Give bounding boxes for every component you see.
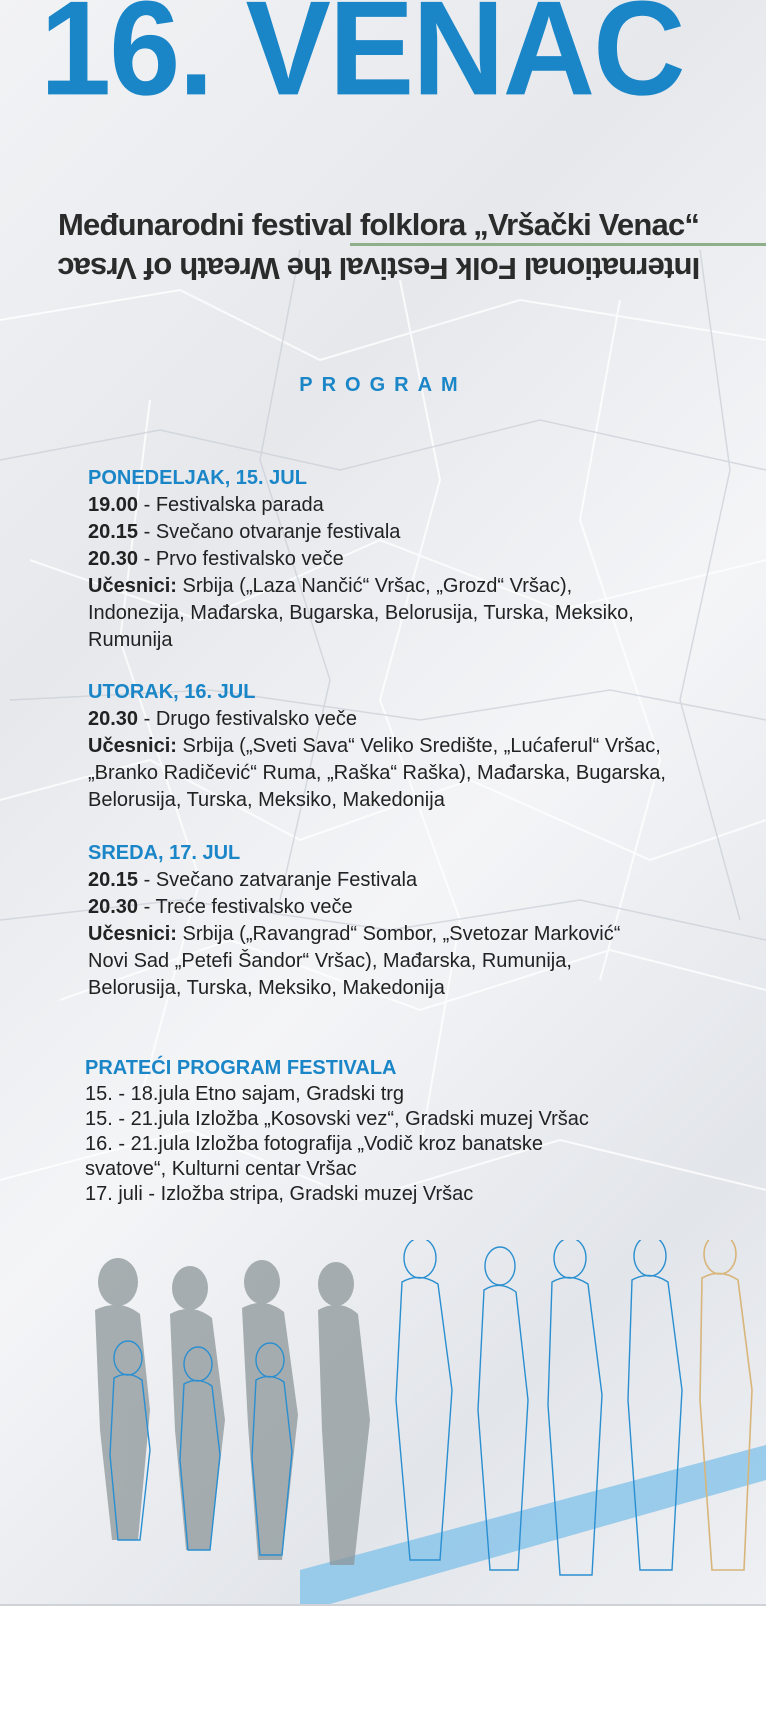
side-program-line: 16. - 21.jula Izložba fotografija „Vodič kroz banatske xyxy=(85,1133,544,1155)
subtitle-divider xyxy=(350,243,766,246)
side-program-line: 15. - 18.jula Etno sajam, Gradski trg xyxy=(85,1083,405,1105)
schedule-line: 20.30 - Treće festivalsko veče xyxy=(88,896,353,918)
folk-dancers-illustration xyxy=(0,1240,766,1604)
subtitle-english-mirrored: International Folk Festival the Wreath of Vrsac xyxy=(58,251,701,286)
side-program-line: svatove“, Kulturni centar Vršac xyxy=(85,1158,357,1180)
schedule-line: 20.15 - Svečano otvaranje festivala xyxy=(88,521,401,543)
schedule-line: 20.30 - Prvo festivalsko veče xyxy=(88,548,344,570)
side-program-block xyxy=(85,1055,745,1207)
gold-line-dancers xyxy=(700,1240,752,1570)
participants-line: „Branko Radičević“ Ruma, „Raška“ Raška), Mađarska, Bugarska, xyxy=(88,762,666,784)
subtitle-serbian: Međunarodni festival folklora „Vršački Venac“ xyxy=(58,207,700,242)
schedule-line: 19.00 - Festivalska parada xyxy=(88,494,324,516)
participants-line: Učesnici: Srbija („Sveti Sava“ Veliko Središte, „Lućaferul“ Vršac, xyxy=(88,735,661,757)
participants-line: Belorusija, Turska, Meksiko, Makedonija xyxy=(88,977,445,999)
participants-line: Učesnici: Srbija („Laza Nančić“ Vršac, „Grozd“ Vršac), xyxy=(88,575,573,597)
blue-stripe xyxy=(300,1445,766,1604)
day-block-monday xyxy=(88,465,748,654)
participants-line: Belorusija, Turska, Meksiko, Makedonija xyxy=(88,789,445,811)
program-heading: PROGRAM xyxy=(299,374,467,396)
day-block-wednesday xyxy=(88,840,748,1002)
participants-line: Rumunija xyxy=(88,629,173,651)
schedule-line: 20.30 - Drugo festivalsko veče xyxy=(88,708,358,730)
grey-dancers xyxy=(95,1258,370,1565)
day-title: UTORAK, 16. JUL xyxy=(88,681,256,703)
schedule-line: 20.15 - Svečano zatvaranje Festivala xyxy=(88,869,418,891)
participants-line: Novi Sad „Petefi Šandor“ Vršac), Mađarska, Rumunija, xyxy=(88,950,572,972)
participants-line: Indonezija, Mađarska, Bugarska, Belorusija, Turska, Meksiko, xyxy=(88,602,634,624)
participants-line: Učesnici: Srbija („Ravangrad“ Sombor, „Svetozar Marković“ xyxy=(88,923,621,945)
page-edge-rule xyxy=(0,1604,766,1606)
day-title: SREDA, 17. JUL xyxy=(88,842,241,864)
day-block-tuesday xyxy=(88,679,748,814)
side-program-title: PRATEĆI PROGRAM FESTIVALA xyxy=(85,1057,397,1079)
day-title: PONEDELJAK, 15. JUL xyxy=(88,467,307,489)
side-program-line: 17. juli - Izložba stripa, Gradski muzej Vršac xyxy=(85,1183,474,1205)
side-program-line: 15. - 21.jula Izložba „Kosovski vez“, Gradski muzej Vršac xyxy=(85,1108,589,1130)
festival-title: 16. VENAC xyxy=(40,0,684,124)
